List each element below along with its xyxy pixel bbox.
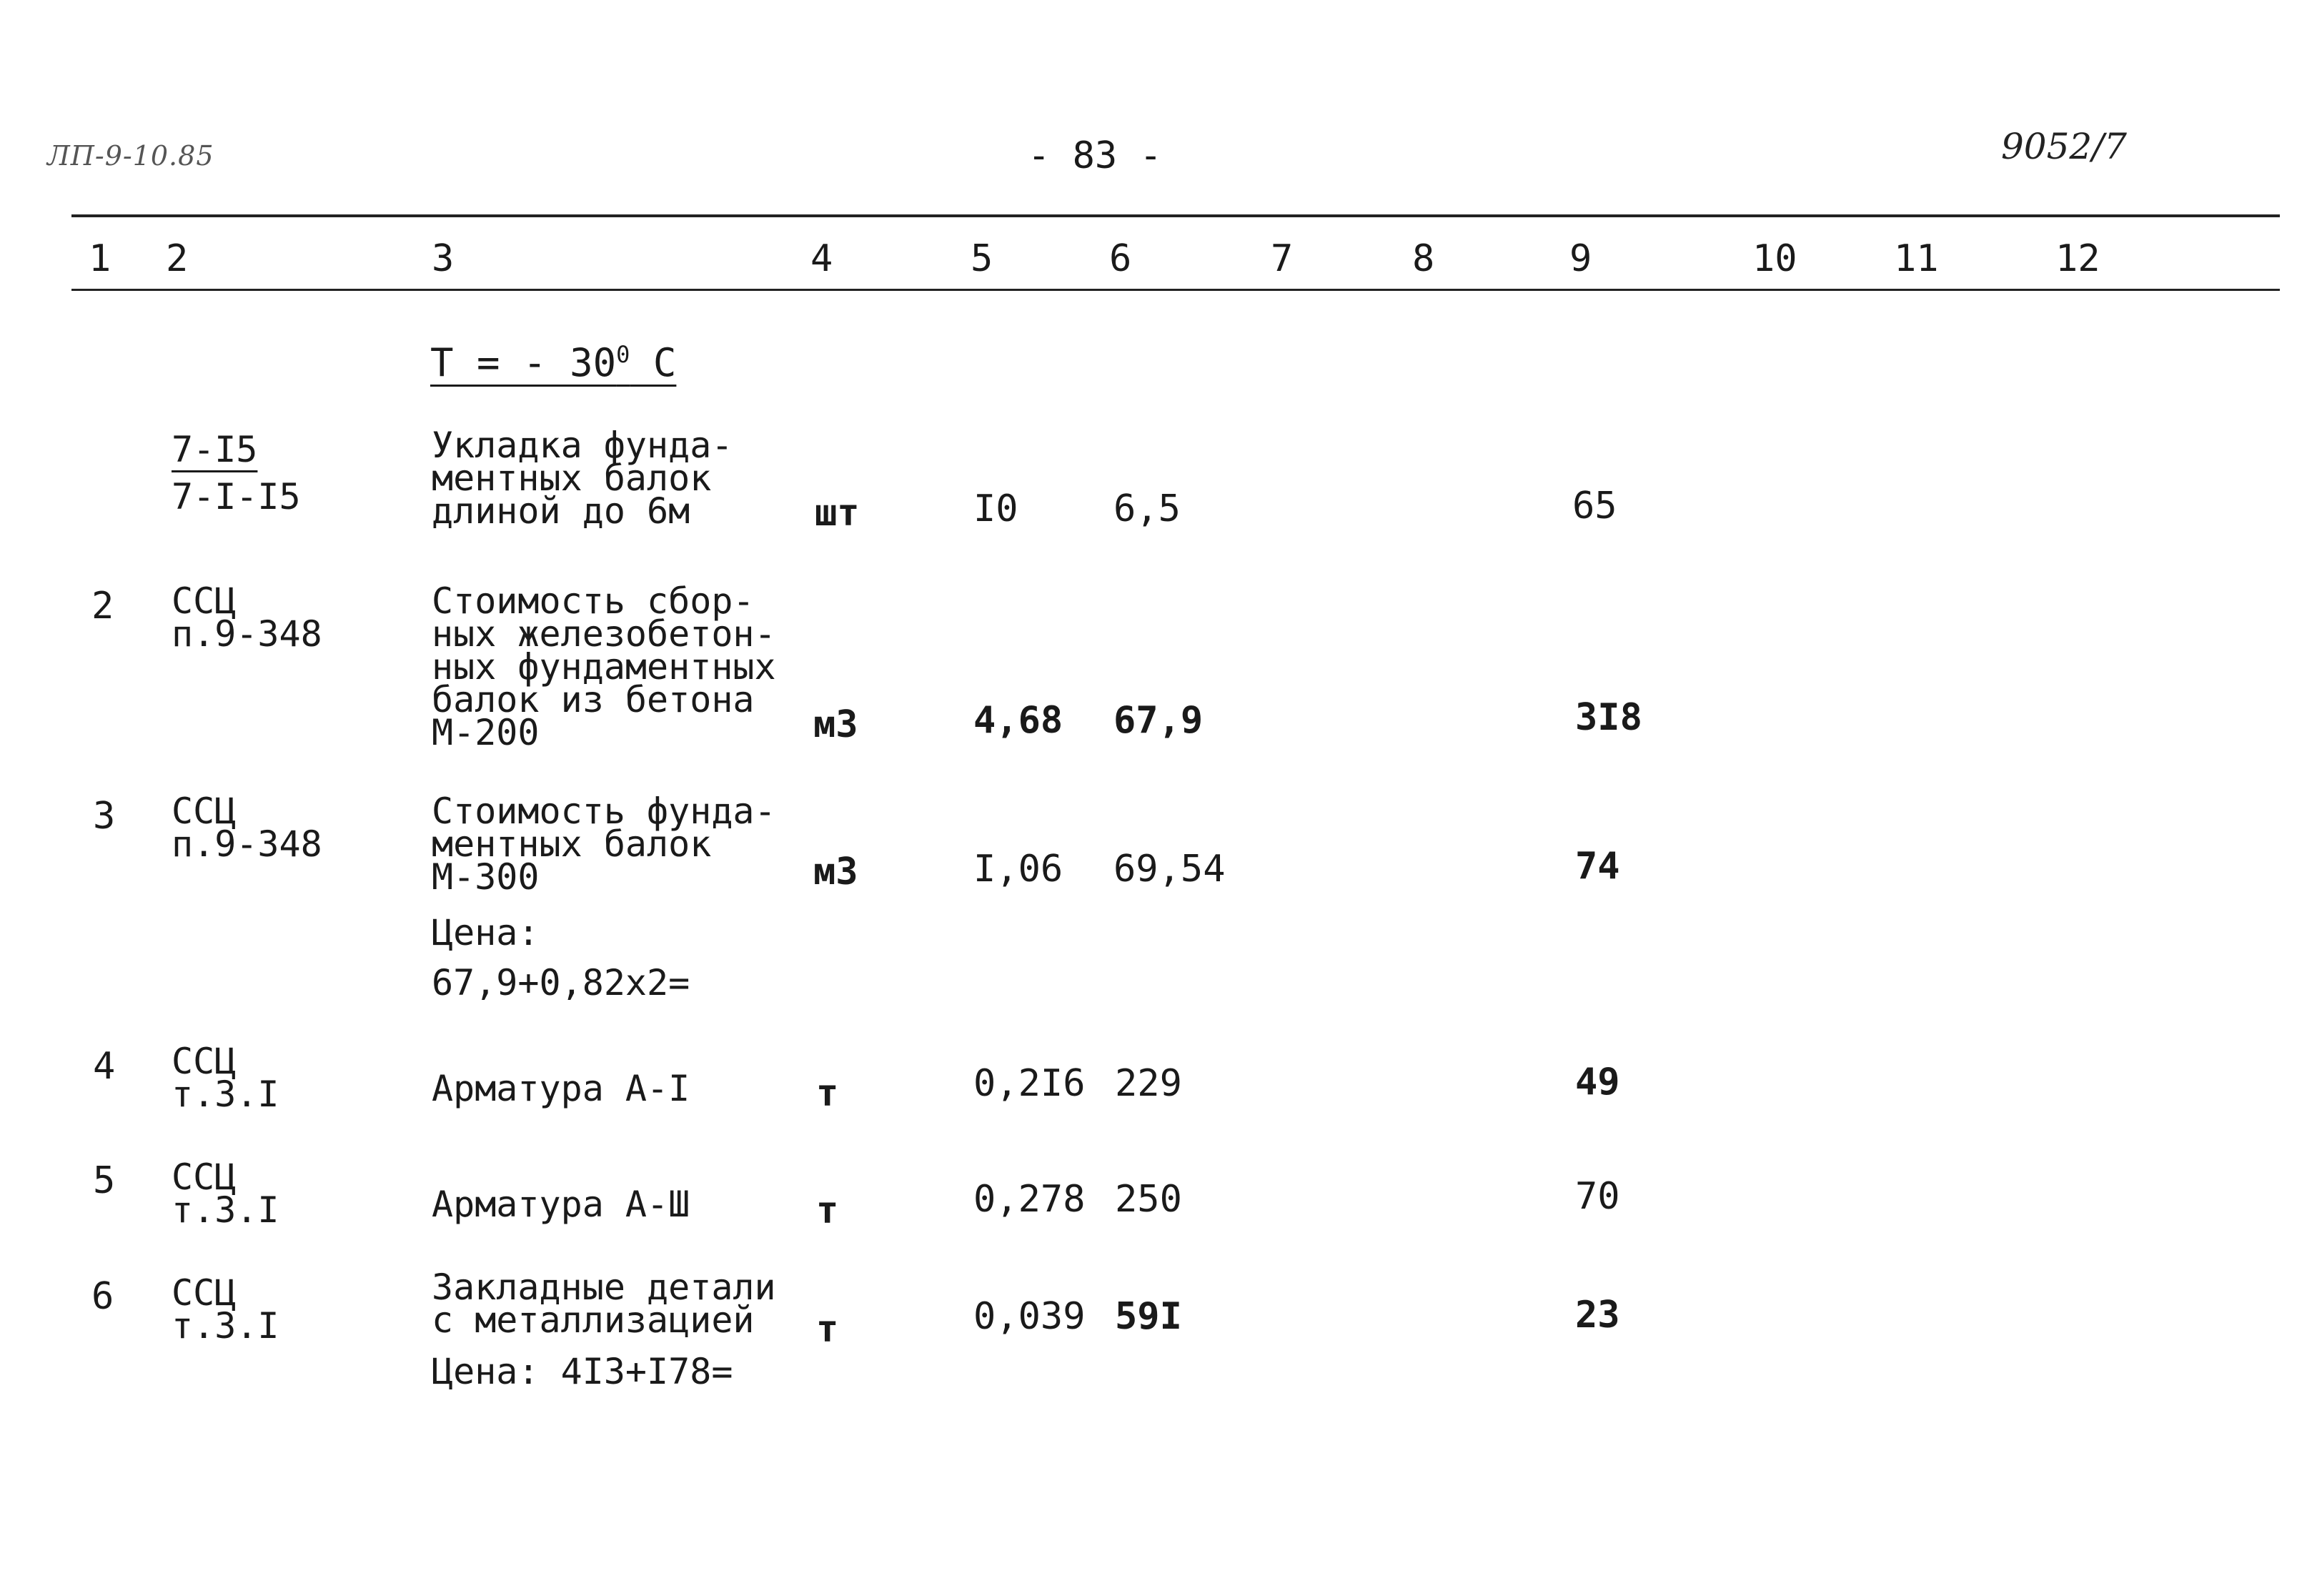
row-1-unit: шт [815, 492, 860, 535]
column-header-2: 2 [166, 237, 189, 280]
row-2-description: Стоимость сбор- ных железобетон- ных фундаментных балок из бетона М-200 [432, 580, 776, 753]
column-header-9: 9 [1569, 237, 1592, 280]
row-4-code: ССЦ т.3.I [172, 1041, 279, 1115]
column-header-1: 1 [89, 237, 111, 280]
row-4-price: 229 [1115, 1062, 1182, 1105]
row-6-code: ССЦ т.3.I [172, 1272, 279, 1347]
row-6-description: Закладные детали с металлизацией [432, 1267, 776, 1341]
row-2-price: 67,9 [1113, 699, 1204, 742]
document-code: ЛП-9-10.85 [47, 140, 214, 172]
row-1-quantity: I0 [973, 487, 1018, 530]
table-top-rule [71, 214, 2280, 217]
column-header-12: 12 [2055, 237, 2100, 280]
row-5-quantity: 0,278 [973, 1178, 1086, 1221]
column-header-10: 10 [1752, 237, 1797, 280]
row-3-price-note: Цена: 67,9+0,82х2= [432, 912, 690, 1003]
row-6-unit: т [816, 1308, 839, 1351]
page-number: - 83 - [1028, 134, 1162, 177]
row-3-code: ССЦ п.9-348 [172, 790, 322, 865]
row-3-total: 74 [1575, 845, 1620, 888]
row-3-price: 69,54 [1113, 848, 1226, 891]
row-5-unit: т [816, 1189, 839, 1232]
row-3-number: 3 [93, 795, 116, 838]
row-3-quantity: I,06 [973, 848, 1063, 891]
row-2-code: ССЦ п.9-348 [172, 580, 322, 655]
row-5-code: ССЦ т.3.I [172, 1156, 279, 1231]
row-4-number: 4 [93, 1045, 116, 1088]
row-3-description: Стоимость фунда- ментных балок М-300 [432, 790, 776, 898]
row-5-number: 5 [93, 1159, 116, 1202]
table-header-rule [71, 289, 2280, 291]
column-header-5: 5 [971, 237, 993, 280]
row-2-total: 3I8 [1575, 696, 1642, 739]
column-header-11: 11 [1894, 237, 1939, 280]
row-2-number: 2 [91, 585, 114, 628]
column-header-4: 4 [810, 237, 833, 280]
row-1-description: Укладка фунда- ментных балок длиной до 6м [432, 425, 733, 532]
row-4-total: 49 [1575, 1061, 1620, 1104]
row-6-total: 23 [1575, 1294, 1620, 1337]
column-header-7: 7 [1271, 237, 1294, 280]
row-3-unit: м3 [813, 851, 858, 893]
row-1-price: 6,5 [1113, 487, 1181, 530]
column-header-6: 6 [1109, 237, 1132, 280]
row-5-price: 250 [1115, 1178, 1182, 1221]
row-1-code: $\frac{7-I5}{7-I-I5}$ [172, 429, 301, 517]
sheet-reference: 9052/7 [2001, 126, 2127, 167]
row-6-price: 59I [1115, 1295, 1182, 1338]
row-6-quantity: 0,039 [973, 1295, 1086, 1338]
column-header-8: 8 [1412, 237, 1435, 280]
row-6-price-note: Цена: 4I3+I78= [432, 1351, 733, 1392]
row-4-quantity: 0,2I6 [973, 1062, 1086, 1105]
row-2-unit: м3 [813, 703, 858, 746]
row-5-description: Арматура А-Ш [432, 1184, 690, 1225]
section-heading: T = - $30^0$ C [430, 340, 677, 385]
row-2-quantity: 4,68 [973, 699, 1063, 742]
row-4-description: Арматура А-I [432, 1068, 690, 1109]
row-6-number: 6 [91, 1275, 114, 1318]
row-5-total: 70 [1575, 1175, 1620, 1218]
column-header-3: 3 [432, 237, 455, 280]
row-1-total: 65 [1572, 485, 1617, 527]
row-4-unit: т [816, 1072, 839, 1115]
